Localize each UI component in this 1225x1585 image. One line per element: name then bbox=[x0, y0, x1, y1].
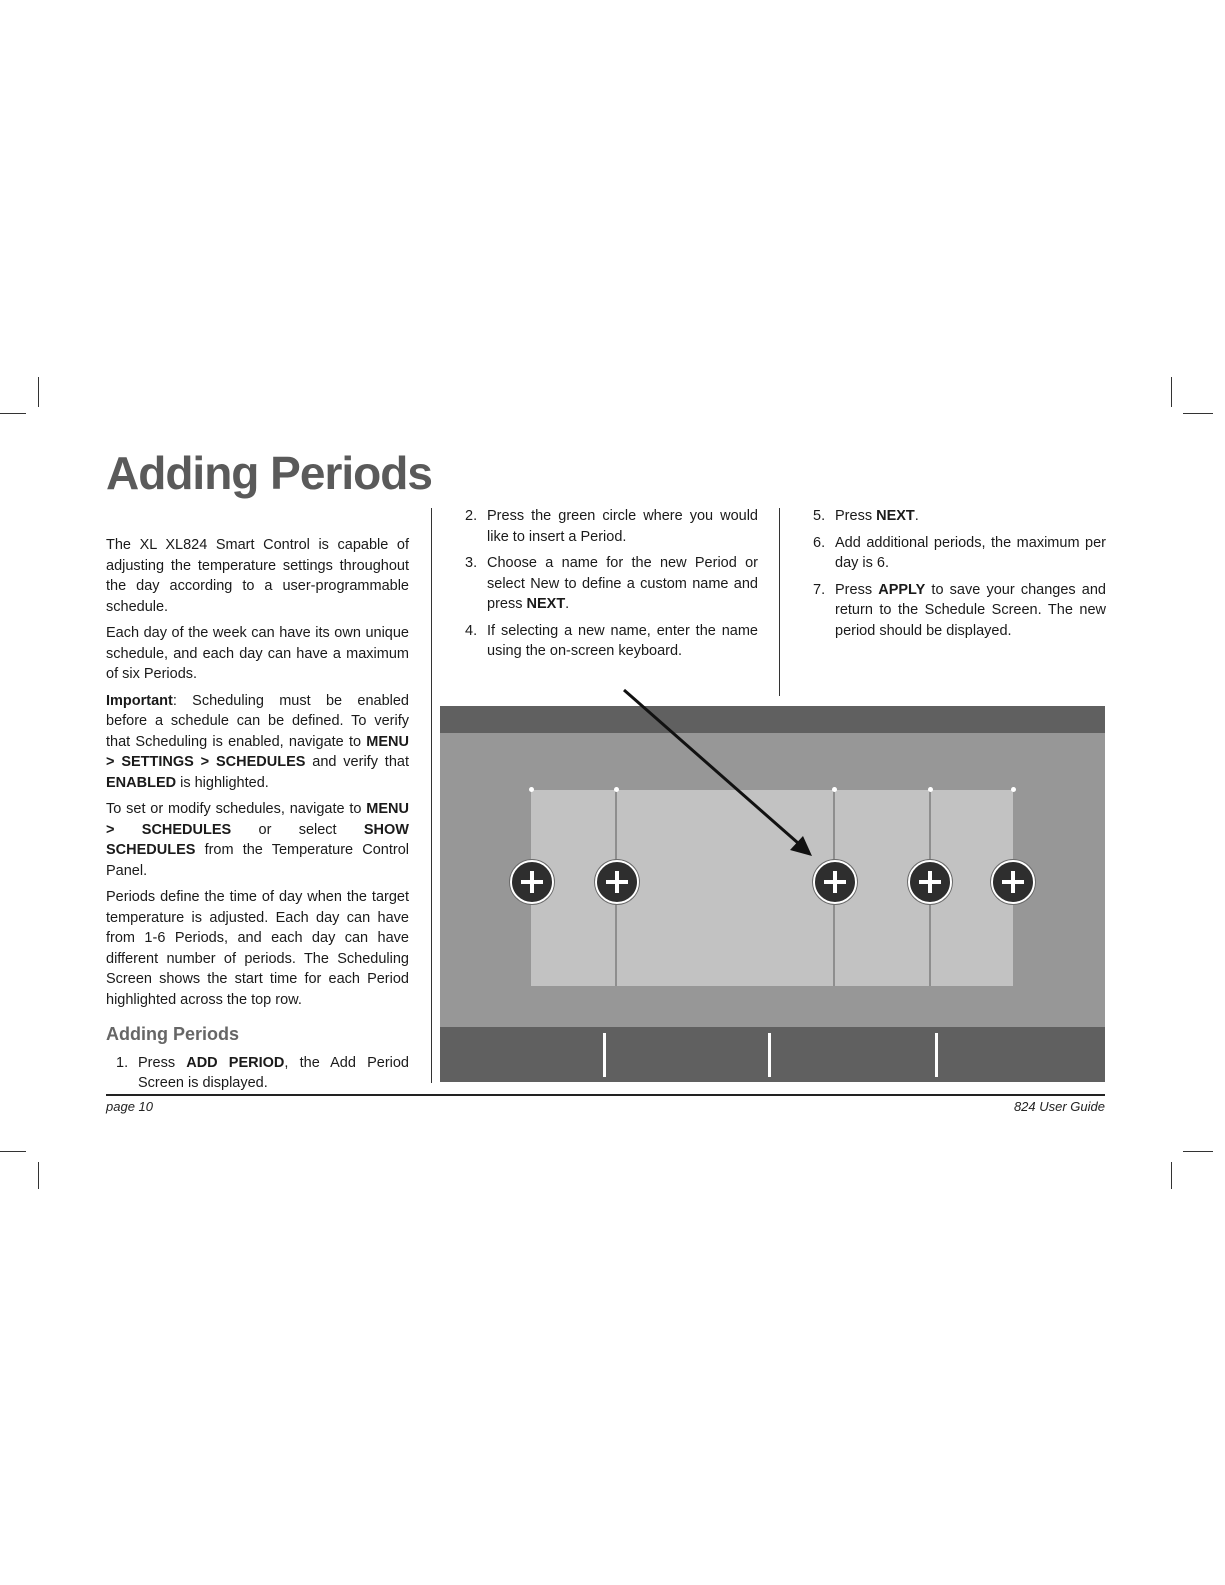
step-keyword: NEXT bbox=[526, 596, 566, 612]
column-divider bbox=[779, 508, 780, 696]
crop-mark bbox=[38, 1162, 39, 1189]
modify-text: or select bbox=[231, 821, 364, 838]
footer-button-separator bbox=[603, 1033, 606, 1077]
step-number: 1. bbox=[116, 1054, 129, 1071]
schedules-path: MENU > SCHEDULES bbox=[106, 801, 409, 838]
step-text: , the Add Period Screen is displayed. bbox=[138, 1054, 409, 1091]
steps-list bbox=[803, 506, 1106, 641]
step-text: Press bbox=[835, 581, 879, 598]
step-text: Press the green circle where you would like to insert a Period. bbox=[487, 508, 758, 545]
show-schedules-label: SHOW SCHEDULES bbox=[106, 821, 409, 858]
step-number: 3. bbox=[465, 555, 478, 571]
plus-circle-icon[interactable] bbox=[510, 860, 554, 904]
period-start-marker bbox=[529, 787, 534, 792]
modify-text: To set or modify schedules, navigate to bbox=[106, 801, 367, 817]
crop-mark bbox=[1183, 413, 1213, 414]
footer-button-separator bbox=[768, 1033, 771, 1077]
step-text: . bbox=[914, 508, 919, 524]
step-keyword: NEXT bbox=[876, 508, 915, 524]
step-2 bbox=[455, 506, 758, 547]
crop-mark bbox=[0, 1151, 26, 1152]
period-block bbox=[617, 790, 834, 986]
important-label: Important bbox=[106, 692, 173, 709]
step-number: 4. bbox=[465, 622, 478, 639]
plus-circle-icon[interactable] bbox=[595, 860, 639, 904]
plus-circle-icon[interactable] bbox=[813, 860, 857, 904]
step-text: If selecting a new name, enter the name using the on-screen keyboard. bbox=[487, 622, 758, 659]
important-text: is highlighted. bbox=[176, 774, 269, 791]
step-number: 2. bbox=[465, 508, 478, 524]
periods-paragraph: Periods define the time of day when the target temperature is adjusted. Each day can have from 1-6 Periods, and each day can have different number of periods. The Scheduling Screen shows the start time for each Period highlighted across the top row. bbox=[106, 889, 409, 1008]
crop-mark bbox=[1171, 1162, 1172, 1189]
step-text: Add additional periods, the maximum per day is 6. bbox=[835, 534, 1106, 571]
step-keyword: ADD PERIOD bbox=[186, 1054, 285, 1071]
column-divider bbox=[431, 508, 432, 1083]
step-5 bbox=[803, 506, 1106, 527]
screen-header-bar bbox=[440, 706, 1105, 733]
plus-circle-icon[interactable] bbox=[908, 860, 952, 904]
period-start-marker bbox=[1011, 787, 1016, 792]
step-6 bbox=[803, 533, 1106, 574]
modify-paragraph bbox=[106, 799, 409, 881]
footer-page-number: page 10 bbox=[106, 1099, 153, 1114]
step-1 bbox=[106, 1053, 409, 1094]
step-text: Press bbox=[835, 508, 877, 524]
step-3 bbox=[455, 553, 758, 615]
period-start-marker bbox=[928, 787, 933, 792]
footer-doc-title: 824 User Guide bbox=[1013, 1099, 1105, 1114]
crop-mark bbox=[1171, 377, 1172, 407]
step-number: 7. bbox=[813, 581, 826, 598]
important-text: : Scheduling must be enabled before a schedule can be defined. To verify that Scheduling is enabled, navigate to bbox=[106, 692, 409, 750]
modify-text: from the Temperature Control Panel. bbox=[106, 842, 409, 879]
intro-paragraph: The XL XL824 Smart Control is capable of adjusting the temperature settings throughout the day according to a user-programmable schedule. bbox=[106, 537, 409, 615]
plus-circle-icon[interactable] bbox=[991, 860, 1035, 904]
crop-mark bbox=[0, 413, 26, 414]
important-paragraph bbox=[106, 691, 409, 794]
steps-list bbox=[106, 1053, 409, 1094]
footer-rule bbox=[106, 1094, 1105, 1096]
add-period-screen-illustration bbox=[440, 706, 1105, 1082]
step-number: 5. bbox=[813, 508, 826, 524]
step-text: . bbox=[565, 596, 570, 612]
settings-path: MENU > SETTINGS > SCHEDULES bbox=[106, 733, 409, 770]
unique-schedule-paragraph: Each day of the week can have its own unique schedule, and each day can have a maximum of six Periods. bbox=[106, 625, 409, 682]
step-4 bbox=[455, 621, 758, 662]
steps-list bbox=[455, 506, 758, 662]
step-text: Choose a name for the new Period or select New to define a custom name and press bbox=[487, 555, 758, 612]
footer-button-separator bbox=[935, 1033, 938, 1077]
step-7 bbox=[803, 580, 1106, 642]
crop-mark bbox=[38, 377, 39, 407]
step-keyword: APPLY bbox=[878, 581, 926, 598]
step-text: to save your changes and return to the Schedule Screen. The new period should be displayed. bbox=[835, 581, 1106, 639]
crop-mark bbox=[1183, 1151, 1213, 1152]
enabled-label: ENABLED bbox=[106, 774, 177, 791]
important-text: and verify that bbox=[305, 754, 409, 770]
period-start-marker bbox=[832, 787, 837, 792]
section-subheading: Adding Periods bbox=[106, 1024, 240, 1044]
period-start-marker bbox=[614, 787, 619, 792]
column-intro bbox=[106, 535, 409, 1100]
step-number: 6. bbox=[813, 534, 826, 551]
column-steps-5-7 bbox=[803, 506, 1106, 647]
screen-footer-bar bbox=[440, 1027, 1105, 1082]
step-text: Press bbox=[138, 1054, 187, 1071]
column-steps-2-4 bbox=[455, 506, 758, 668]
page-title: Adding Periods bbox=[106, 447, 432, 499]
